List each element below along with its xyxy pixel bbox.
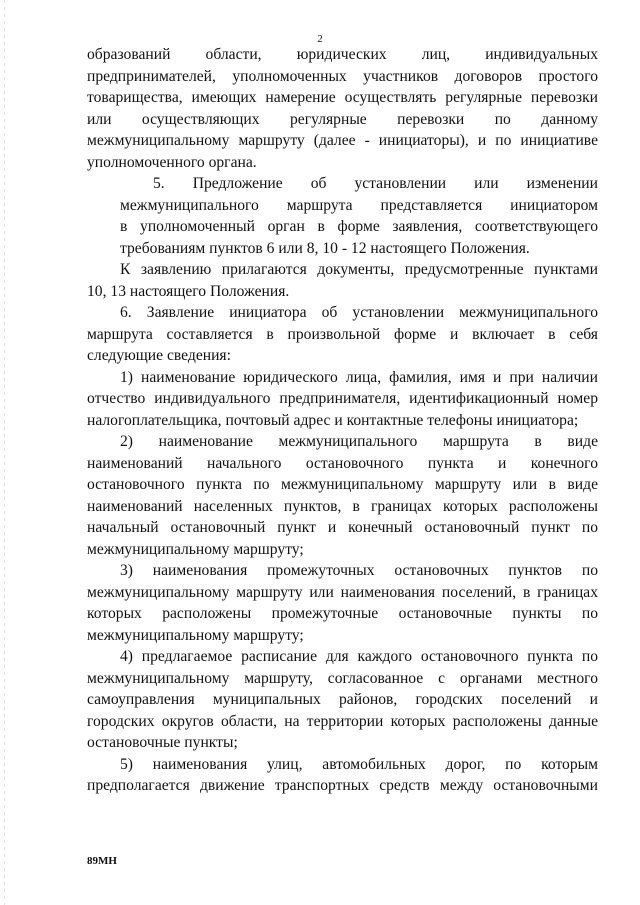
paragraph-initiators-cont bbox=[87, 44, 598, 173]
text-line: 4) предлагаемое расписание для каждого остановочного пункта по bbox=[120, 648, 598, 665]
text-line: предполагается движение транспортных средств между остановочными bbox=[87, 777, 598, 794]
text-line: 1) наименование юридического лица, фамилия, имя и при наличии bbox=[120, 368, 598, 386]
text-line: К заявлению прилагаются документы, предусмотренные пунктами bbox=[120, 261, 598, 278]
text-line: межмуниципальному маршруту; bbox=[87, 626, 304, 644]
text-line: в уполномоченный орган в форме заявления, соответствующего bbox=[120, 218, 598, 235]
text-line: налогоплательщика, почтовый адрес и контактные телефоны инициатора; bbox=[87, 411, 579, 429]
page-number: 2 bbox=[317, 33, 323, 45]
paragraph-item-6 bbox=[87, 302, 598, 367]
text-line: предпринимателей, уполномоченных участников договоров простого bbox=[87, 67, 598, 85]
text-line: межмуниципальному маршруту, согласованное с органами местного bbox=[87, 669, 598, 687]
text-line: требованиям пунктов 6 или 8, 10 - 12 настоящего Положения. bbox=[120, 239, 530, 257]
text-line: межмуниципального маршрута представляется инициатором bbox=[120, 196, 598, 214]
paragraph-subitem-2 bbox=[87, 431, 598, 560]
text-line: остановочные пункты; bbox=[87, 734, 238, 751]
text-line: остановочного пункта по межмуниципальному маршруту или в виде bbox=[87, 476, 598, 493]
paragraph-subitem-4 bbox=[87, 646, 598, 754]
text-line: товарищества, имеющих намерение осуществлять регулярные перевозки bbox=[87, 89, 598, 106]
text-line: городских округов области, на территории которых расположены данные bbox=[87, 712, 598, 730]
scan-edge-artifact bbox=[4, 0, 5, 905]
text-line: наименований начального остановочного пункта и конечного bbox=[87, 454, 598, 472]
text-line: межмуниципальному маршруту или наименования поселений, в границах bbox=[87, 583, 598, 601]
text-line: 10, 13 настоящего Положения. bbox=[87, 282, 290, 300]
text-line: межмуниципальному маршруту; bbox=[87, 540, 304, 558]
text-line: которых расположены промежуточные остановочные пункты по bbox=[87, 605, 598, 622]
text-line: самоуправления муниципальных районов, городских поселений и bbox=[87, 691, 598, 708]
text-line: наименований населенных пунктов, в границах которых расположены bbox=[87, 497, 598, 515]
text-line: 3) наименования промежуточных остановочных пунктов по bbox=[120, 562, 598, 579]
text-line: уполномоченного органа. bbox=[87, 153, 257, 171]
paragraph-subitem-3 bbox=[87, 560, 598, 646]
paragraph-subitem-5 bbox=[87, 754, 598, 797]
text-line: маршрута составляется в произвольной форме и включает в себя bbox=[87, 325, 598, 343]
document-code: 89МН bbox=[87, 855, 117, 867]
paragraph-subitem-1 bbox=[87, 367, 598, 432]
text-line: межмуниципальному маршруту (далее - инициаторы), и по инициативе bbox=[87, 132, 598, 149]
paragraph-attachments bbox=[87, 259, 598, 302]
text-line: или осуществляющих регулярные перевозки по данному bbox=[87, 110, 598, 128]
text-line: следующие сведения: bbox=[87, 347, 231, 364]
text-line: начальный остановочный пункт и конечный остановочный пункт по bbox=[87, 519, 598, 536]
text-line: 5) наименования улиц, автомобильных дорог, по которым bbox=[120, 755, 598, 773]
document-body bbox=[87, 44, 598, 797]
text-line: 6. Заявление инициатора об установлении межмуниципального bbox=[120, 304, 598, 321]
text-line: 2) наименование межмуниципального маршрута в виде bbox=[120, 433, 598, 450]
paragraph-item-5 bbox=[87, 173, 598, 259]
text-line: 5. Предложение об установлении или изменении bbox=[153, 175, 598, 192]
text-line: отчество индивидуального предпринимателя, идентификационный номер bbox=[87, 390, 598, 407]
text-line: образований области, юридических лиц, индивидуальных bbox=[87, 46, 598, 63]
